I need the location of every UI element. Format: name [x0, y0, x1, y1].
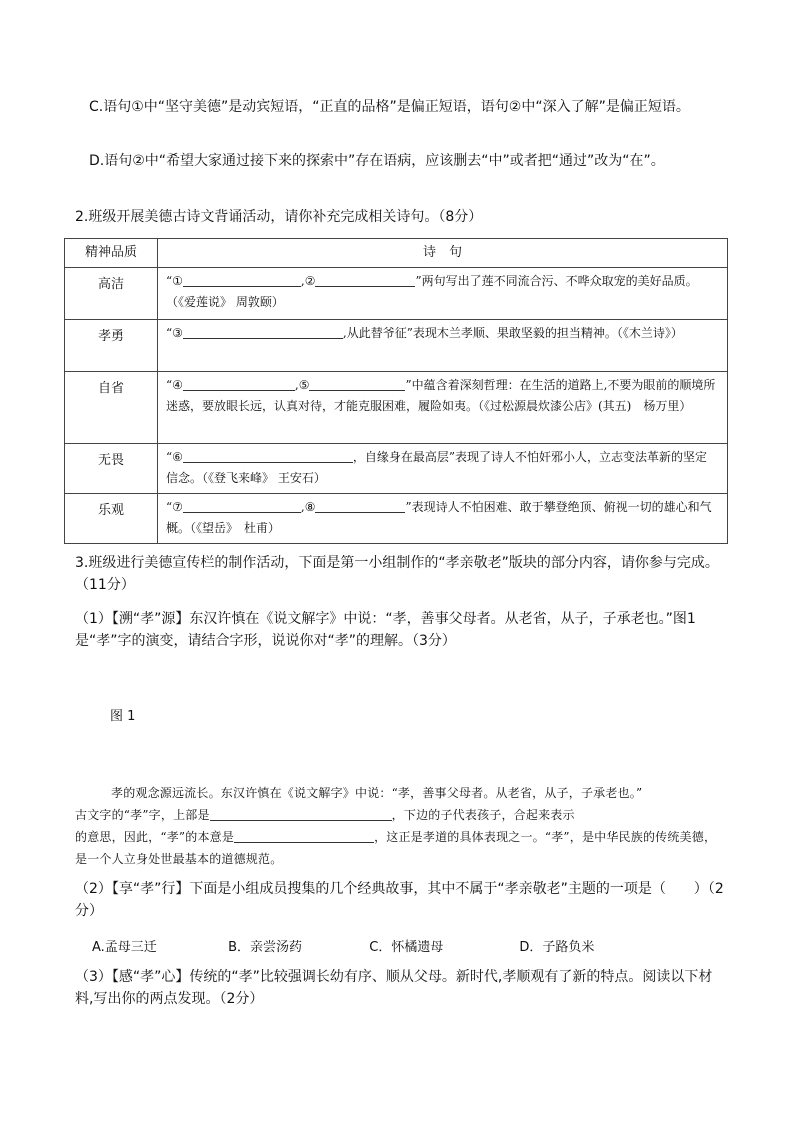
header-quality: 精神品质	[65, 239, 158, 268]
answer-blank[interactable]	[183, 375, 295, 391]
verse-cell: “⑥ ，自缘身在最高层”表现了诗人不怕奸邪小人，立志变法革新的坚定信念。（《登飞来峰》 王安石）	[158, 444, 728, 494]
header-verse: 诗 句	[158, 239, 728, 268]
poem-table	[64, 238, 728, 544]
answer-blank[interactable]	[315, 497, 405, 513]
answer-blank[interactable]	[210, 805, 392, 821]
table-row	[65, 320, 728, 372]
option-a[interactable]: A.孟母三迁	[92, 940, 157, 955]
table-row	[65, 268, 728, 320]
option-c-choice[interactable]: C．怀橘遗母	[369, 940, 444, 955]
table-row	[65, 444, 728, 494]
paragraph-line: 的意思，因此，“孝”的本意是 ，这正是孝道的具体表现之一。“孝”，是中华民族的传统美德，是一个人立身处世最基本的道德规范。	[75, 826, 725, 870]
answer-blank[interactable]	[234, 827, 374, 843]
question-2-prompt: 2.班级开展美德古诗文背诵活动，请你补充完成相关诗句。（8分）	[75, 209, 483, 225]
table-row	[65, 494, 728, 544]
verse-cell: “④ ,⑤ ”中蕴含着深刻哲理：在生活的道路上,不要为眼前的顺境所迷惑，要放眼长远，认真对待，才能克服困难，履险如夷。（《过松源晨炊漆公店》(其五) 杨万里）	[158, 372, 728, 444]
option-c: C.语句①中“坚守美德”是动宾短语，“正直的品格”是偏正短语，语句②中“深入了解”是偏正短语。	[89, 99, 690, 115]
paragraph-line: 古文字的“孝”字，上部是 ，下边的子代表孩子，合起来表示	[75, 804, 725, 826]
figure-label: 图 1	[110, 709, 136, 724]
sub-question-3: （3）【感“孝”心】传统的“孝”比较强调长幼有序、顺从父母。新时代,孝顺观有了新的特点。阅读以下材料,写出你的两点发现。（2分）	[75, 969, 713, 1007]
answer-options	[92, 936, 594, 955]
answer-blank[interactable]	[183, 271, 301, 287]
answer-blank[interactable]	[183, 447, 353, 463]
quality-cell: 高洁	[65, 268, 158, 320]
verse-cell: “⑦ ,⑧ ”表现诗人不怕困难、敢于攀登绝顶、俯视一切的雄心和气概。（《望岳》 杜甫）	[158, 494, 728, 544]
table-row	[65, 372, 728, 444]
quality-cell: 乐观	[65, 494, 158, 544]
quality-cell: 无畏	[65, 444, 158, 494]
question-3-prompt: 3.班级进行美德宣传栏的制作活动，下面是第一小组制作的“孝亲敬老”版块的部分内容，请你参与完成。（11分）	[75, 555, 719, 593]
answer-blank[interactable]	[315, 271, 415, 287]
verse-cell: “③ ,从此替爷征”表现木兰孝顺、果敢坚毅的担当精神。（《木兰诗》）	[158, 320, 728, 372]
sub-question-1: （1）【溯“孝”源】东汉许慎在《说文解字》中说：“孝，善事父母者。从老省，从子，子承老也。”图1是“孝”字的演变，请结合字形，说说你对“孝”的理解。（3分）	[75, 611, 696, 649]
table-header	[65, 239, 728, 268]
answer-blank[interactable]	[183, 323, 343, 339]
sub-question-2: （2）【享“孝”行】下面是小组成员搜集的几个经典故事，其中不属于“孝亲敬老”主题的一项是（ ）（2分）	[75, 881, 724, 919]
option-b[interactable]: B．亲尝汤药	[228, 940, 303, 955]
quality-cell: 自省	[65, 372, 158, 444]
reading-paragraph	[75, 782, 725, 870]
answer-blank[interactable]	[183, 497, 301, 513]
verse-cell: “① ,② ”两句写出了莲不同流合污、不哗众取宠的美好品质。（《爱莲说》 周敦颐）	[158, 268, 728, 320]
paragraph-line: 孝的观念源远流长。东汉许慎在《说文解字》中说：“孝，善事父母者。从老省，从子，子承老也。”	[111, 786, 643, 800]
answer-blank[interactable]	[309, 375, 405, 391]
option-d-choice[interactable]: D．子路负米	[519, 940, 595, 955]
quality-cell: 孝勇	[65, 320, 158, 372]
option-d: D.语句②中“希望大家通过接下来的探索中”存在语病，应该删去“中”或者把“通过”改为“在”。	[89, 153, 665, 169]
